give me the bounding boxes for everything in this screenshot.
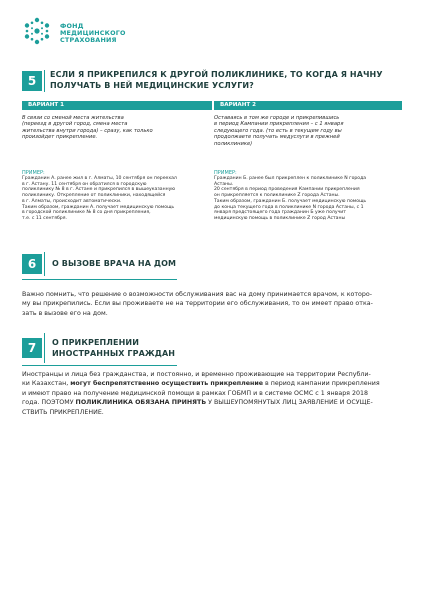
variant-2-body	[214, 115, 404, 147]
section-divider	[44, 70, 45, 92]
logo-line: МЕДИЦИНСКОГО	[60, 29, 126, 38]
variant-body-line: Оставаясь в том же городе и прикрепившись	[214, 115, 340, 121]
paragraph-line: и имеют право на получение медицинской помощи в рамках ГОБМП и в системе ОСМС с 1 января 2018	[22, 389, 368, 397]
section-title-line: ИНОСТРАННЫХ ГРАЖДАН	[52, 348, 176, 358]
variant-body-line: (переезд в другой город, смена места	[22, 121, 128, 128]
section-underline	[22, 365, 177, 366]
hexagonal-dots-logo-icon	[22, 16, 52, 46]
variant-body-line: следующего года. (то есть в текущем году вы	[214, 127, 342, 134]
variant-body-line: жительства внутри города) – сразу, как только	[22, 127, 153, 134]
paragraph-line: Важно помнить, что решение о возможности обслуживания вас на дому принимается врачом, к которо-	[22, 291, 372, 298]
text-run: года. ПОЭТОМУ	[22, 399, 76, 407]
paragraph-line	[22, 398, 407, 407]
bold-text: ПОЛИКЛИНИКА ОБЯЗАНА ПРИНЯТЬ	[75, 399, 207, 407]
example-line: в г. Алматы, происходит автоматически.	[22, 198, 122, 204]
example-label: ПРИМЕР:	[22, 170, 45, 176]
logo-text	[60, 23, 126, 45]
variant-body-line: поликлинике)	[214, 140, 253, 147]
example-line: в городской поликлинике № 8 со дня прикрепления,	[22, 210, 151, 216]
foreigners-text	[22, 370, 407, 417]
example-line: он прикрепляется к поликлинике Z города Астаны.	[214, 193, 340, 199]
paragraph-line: СТВИТЬ ПРИКРЕПЛЕНИЕ.	[22, 408, 104, 416]
section-divider	[44, 252, 45, 276]
section-number-badge: 5	[22, 71, 42, 91]
example-line: в г. Астану. 11 сентября он обратился в городскую	[22, 181, 147, 187]
variant-2-example	[214, 170, 406, 222]
example-label: ПРИМЕР:	[214, 170, 237, 176]
section-divider	[44, 333, 45, 363]
example-line: Астаны.	[214, 181, 234, 187]
section-title-line: О ПРИКРЕПЛЕНИИ	[52, 338, 139, 347]
section-title-line: ЕСЛИ Я ПРИКРЕПИЛСЯ К ДРУГОЙ ПОЛИКЛИНИКЕ, ТО КОГДА Я НАЧНУ	[50, 70, 383, 79]
example-line: поликлинику № 8 в г. Астане и прикрепился в вышеуказанную	[22, 187, 176, 193]
logo-line: ФОНД	[60, 22, 84, 30]
variant-body-line: продолжаете получать медуслуги в прежней	[214, 134, 340, 141]
variant-2-header: ВАРИАНТ 2	[214, 101, 402, 110]
section-title: О ВЫЗОВЕ ВРАЧА НА ДОМ	[52, 259, 177, 268]
variant-body-line: в период Кампании прикрепления – с 1 января	[214, 121, 344, 128]
example-line: Гражданин Б. ранее был прикреплен к поликлинике N города	[214, 176, 367, 181]
logo-line: СТРАХОВАНИЯ	[60, 36, 117, 45]
section-title	[50, 70, 383, 91]
example-line: Таким образом, гражданин Б. получает медицинскую помощь	[214, 198, 367, 204]
doctor-call-text	[22, 290, 407, 318]
text-run: в период кампании прикрепления	[263, 380, 380, 388]
text-run: ки Казахстан,	[22, 380, 71, 388]
section-number-badge: 7	[22, 338, 42, 358]
example-line: января предстоящего года гражданин Б уже получит	[214, 210, 346, 216]
example-line: Гражданин А. ранее жил в г. Алматы, 10 сентября он переехал	[22, 176, 177, 181]
text-run: У ВЫШЕУПОМЯНУТЫХ ЛИЦ ЗАЯВЛЕНИЕ И ОСУЩЕ-	[206, 399, 373, 407]
paragraph-line: зать в вызове его на дом.	[22, 309, 108, 317]
section-title-line: ПОЛУЧАТЬ В НЕЙ МЕДИЦИНСКИЕ УСЛУГИ?	[50, 80, 254, 90]
paragraph-line: му вы прикрепились. Если вы проживаете не на территории его обслуживания, то он имеет право отка-	[22, 300, 373, 308]
variant-body-line: В связи со сменой места жительства	[22, 115, 124, 121]
example-line: до конца текущего года в поликлинике N города Астаны, с 1	[214, 204, 364, 210]
bold-text: могут беспрепятственно осуществить прикрепление	[70, 380, 264, 388]
example-line: т.е. с 11 сентября.	[22, 215, 67, 221]
variant-1-header: ВАРИАНТ 1	[22, 101, 212, 110]
section-underline	[22, 279, 177, 280]
section-title	[52, 338, 175, 359]
section-number-badge: 6	[22, 254, 42, 274]
variant-body-line: произойдет прикрепление.	[22, 134, 98, 141]
paragraph-line	[22, 379, 407, 388]
variant-1-body	[22, 115, 212, 141]
variant-1-example	[22, 170, 214, 222]
example-line: медицинскую помощь в поликлинике Z город Астаны	[214, 215, 346, 221]
example-line: Таким образом, гражданин А. получает медицинскую помощь	[22, 204, 175, 210]
example-line: 20 сентября в период проведения Кампании прикрепления	[214, 187, 360, 193]
paragraph-line: Иностранцы и лица без гражданства, и постоянно, и временно проживающие на территории Республи-	[22, 371, 371, 378]
example-line: поликлинику. Открепление от поликлиники, находящейся	[22, 193, 166, 199]
